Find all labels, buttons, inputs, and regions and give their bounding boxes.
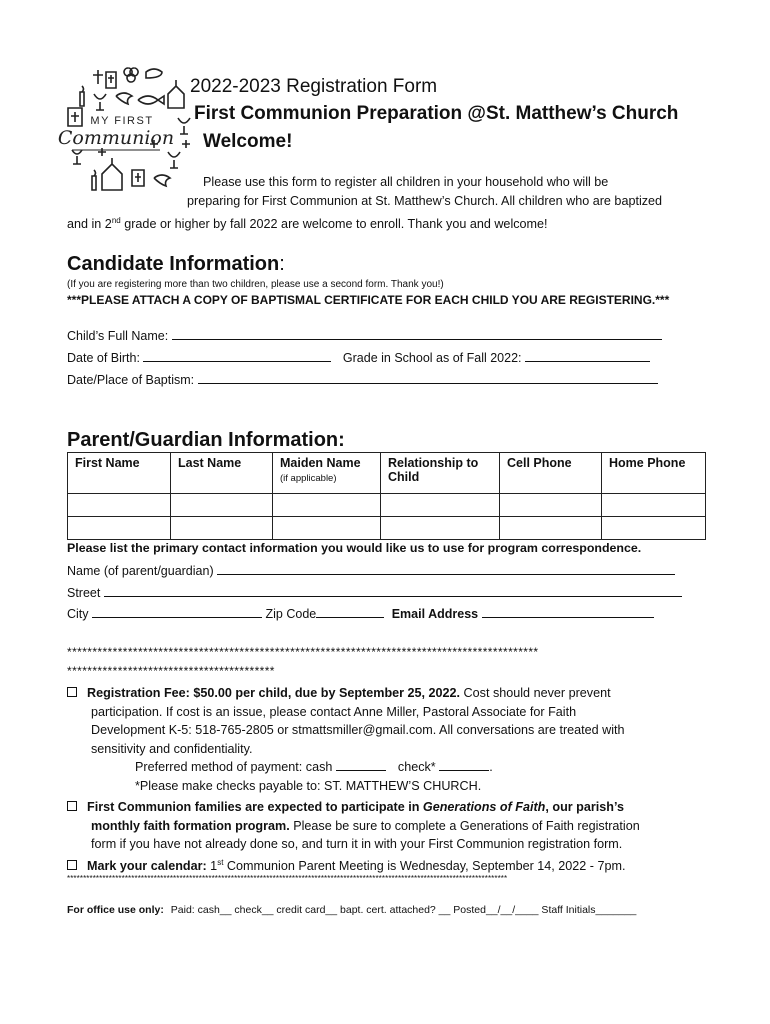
street-field[interactable]: [104, 585, 682, 597]
col-maiden-name: Maiden Name (if applicable): [273, 453, 381, 494]
table-cell[interactable]: [602, 517, 706, 540]
maiden-note: (if applicable): [280, 473, 337, 484]
chalice-icon-4: [168, 152, 180, 168]
bible-icon-2: [68, 108, 82, 126]
footer-star-divider: *****************************************************************************************************************************************: [67, 874, 508, 883]
table-row: [68, 517, 706, 540]
table-cell[interactable]: [273, 517, 381, 540]
cash-field[interactable]: [336, 759, 386, 771]
contact-name-row: [67, 563, 675, 578]
grapes-icon: [124, 68, 138, 82]
zip-field[interactable]: [316, 606, 384, 618]
child-name-label: Child’s Full Name:: [67, 329, 169, 343]
checkbox-icon: [67, 860, 77, 870]
registration-fee-item: Registration Fee: $50.00 per child, due by September 25, 2022. Cost should never prevent participation. If cost is an issue, please contact Anne Miller, Pastoral Associate for Faith Development K-5: 518-765-2805 or stmattsmiller@gmail.com. All conversations are treated with sensitivity and confidentiality. Preferred method of payment: cash check* . *Please make checks payable to: ST. MATTHEW’S CHURCH.: [67, 684, 707, 795]
table-cell[interactable]: [381, 494, 500, 517]
child-name-field[interactable]: [172, 328, 662, 340]
calendar-item: Mark your calendar: 1st Communion Parent Meeting is Wednesday, September 14, 2022 - 7pm.: [67, 854, 625, 876]
email-field[interactable]: [482, 606, 654, 618]
col-relationship: Relationship to Child: [381, 453, 500, 494]
dob-field[interactable]: [143, 350, 331, 362]
table-cell[interactable]: [171, 517, 273, 540]
intro-line-3: and in 2nd grade or higher by fall 2022 are welcome to enroll. Thank you and welcome!: [67, 216, 548, 232]
checks-note: *Please make checks payable to: ST. MATTHEW’S CHURCH.: [135, 778, 482, 793]
program-title: First Communion Preparation @St. Matthew’s Church: [194, 103, 679, 124]
city-field[interactable]: [92, 606, 262, 618]
intro-line-2: preparing for First Communion at St. Matthew’s Church. All children who are baptized: [187, 194, 663, 208]
bread-icon: [146, 69, 162, 78]
parent-guardian-table: [67, 452, 706, 540]
baptism-label: Date/Place of Baptism:: [67, 373, 195, 387]
chalice-icon-2: [178, 118, 190, 134]
table-cell[interactable]: [273, 494, 381, 517]
col-last-name: Last Name: [171, 453, 273, 494]
dove-icon-2: [154, 175, 170, 186]
bible-icon: [106, 72, 116, 88]
email-label: Email Address: [391, 607, 479, 621]
baptism-row: [67, 372, 658, 387]
table-header-row: [68, 453, 706, 494]
dob-row: [67, 350, 650, 365]
col-home-phone: Home Phone: [602, 453, 706, 494]
chalice-icon-3: [72, 150, 82, 164]
col-cell-phone: Cell Phone: [500, 453, 602, 494]
candidate-note: (If you are registering more than two children, please use a second form. Thank you!): [67, 279, 444, 290]
contact-instruction: Please list the primary contact information you would like us to use for program correspondence.: [67, 541, 642, 555]
grade-label: Grade in School as of Fall 2022:: [342, 351, 522, 365]
street-row: [67, 585, 682, 600]
contact-name-field[interactable]: [217, 563, 675, 575]
contact-name-label: Name (of parent/guardian): [67, 564, 214, 578]
table-cell[interactable]: [68, 517, 171, 540]
office-use-fields: Paid: cash__ check__ credit card__ bapt. cert. attached? __ Posted__/__/____ Staff Initials_______: [170, 904, 637, 916]
first-communion-logo: [58, 62, 198, 204]
star-divider-1: *********************************************************************************************: [67, 645, 539, 659]
table-cell[interactable]: [500, 517, 602, 540]
dove-icon: [116, 93, 132, 104]
baptism-field[interactable]: [198, 372, 658, 384]
generations-of-faith-item: First Communion families are expected to participate in Generations of Faith, our parish’s monthly faith formation program. Please be sure to complete a Generations of Faith registration form if you have not already done so, and turn it in with your First Communion registration form.: [67, 798, 707, 854]
logo-communion: Communion: [58, 127, 175, 149]
col-first-name: First Name: [68, 453, 171, 494]
fish-icon: [138, 96, 164, 104]
dob-label: Date of Birth:: [67, 351, 140, 365]
candle-icon: [80, 86, 84, 106]
payment-method-row: Preferred method of payment: cash check* .: [135, 760, 493, 774]
form-title: 2022-2023 Registration Form: [190, 76, 438, 97]
star-divider-2: *****************************************: [67, 664, 275, 678]
street-label: Street: [67, 586, 101, 600]
chalice-icon: [94, 94, 106, 110]
table-cell[interactable]: [602, 494, 706, 517]
parent-heading: Parent/Guardian Information:: [67, 429, 345, 451]
city-label: City: [67, 607, 89, 621]
intro-line-1: Please use this form to register all children in your household who will be: [203, 175, 609, 189]
city-row: [67, 606, 654, 621]
church-icon: [168, 80, 184, 108]
child-name-row: [67, 328, 662, 343]
baptism-certificate-notice: ***PLEASE ATTACH A COPY OF BAPTISMAL CERTIFICATE FOR EACH CHILD YOU ARE REGISTERING.***: [67, 293, 670, 307]
office-use-row: [67, 904, 636, 916]
table-cell[interactable]: [381, 517, 500, 540]
grade-field[interactable]: [525, 350, 650, 362]
logo-my-first: MY FIRST: [90, 115, 154, 127]
checkbox-icon: [67, 801, 77, 811]
welcome-heading: Welcome!: [203, 131, 293, 152]
table-row: [68, 494, 706, 517]
candle-icon-2: [92, 170, 96, 190]
table-cell[interactable]: [171, 494, 273, 517]
check-field[interactable]: [439, 759, 489, 771]
cross-icon: [93, 70, 103, 84]
zip-label: Zip Code: [265, 607, 317, 621]
office-use-label: For office use only:: [67, 904, 164, 916]
checkbox-icon: [67, 687, 77, 697]
table-cell[interactable]: [68, 494, 171, 517]
table-cell[interactable]: [500, 494, 602, 517]
bible-icon-3: [132, 170, 144, 186]
church-icon-2: [102, 158, 122, 190]
candidate-heading: Candidate Information:: [67, 253, 285, 275]
